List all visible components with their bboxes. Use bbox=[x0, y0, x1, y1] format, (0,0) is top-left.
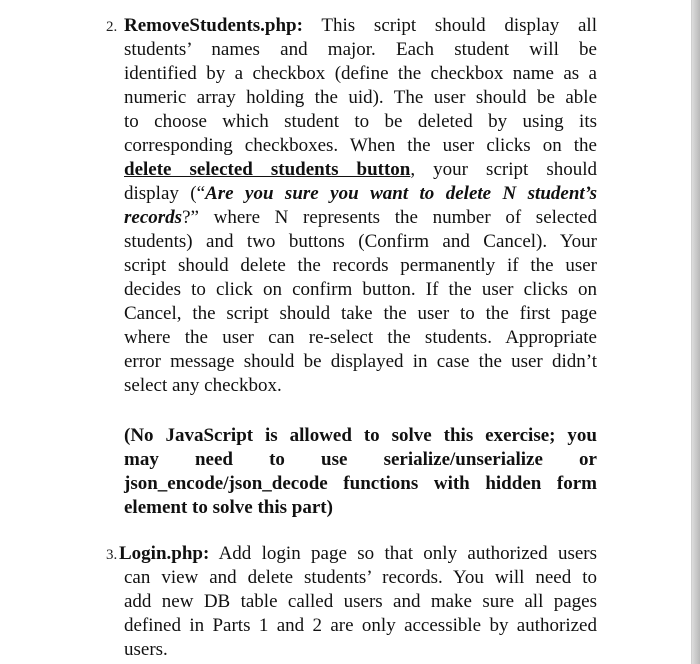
item-2-line-8-text: display (“ bbox=[124, 183, 206, 204]
note-word: need bbox=[194, 449, 233, 470]
item-2-line-1 bbox=[124, 14, 597, 38]
item-3-line-2: can view and delete students’ records. You will need to bbox=[124, 567, 597, 588]
item-2-line-11: script should delete the records permanently if the user bbox=[124, 255, 597, 276]
item-2-line-16: select any checkbox. bbox=[124, 375, 282, 396]
item-3-title: Login.php: bbox=[119, 543, 210, 564]
confirm-prompt-text-1: Are you sure you want to delete N student’s bbox=[205, 183, 597, 204]
note-word: may bbox=[124, 449, 159, 470]
note-line-2 bbox=[124, 448, 597, 472]
delete-selected-students-button-text: delete selected students button bbox=[124, 159, 411, 180]
item-2-line-8 bbox=[124, 182, 597, 206]
note-line-1: (No JavaScript is allowed to solve this exercise; you bbox=[124, 425, 597, 446]
item-3-line-5: users. bbox=[124, 639, 168, 660]
note-word: or bbox=[579, 449, 597, 470]
item-2-line-4: numeric array holding the uid). The user should be able bbox=[124, 87, 597, 108]
note-line-4: element to solve this part) bbox=[124, 497, 333, 518]
item-2-line-13: Cancel, the script should take the user to the first page bbox=[124, 303, 597, 324]
confirm-prompt-text-2: records bbox=[124, 207, 183, 228]
item-2-line-2: students’ names and major. Each student will be bbox=[124, 39, 597, 60]
note-word: serialize/unserialize bbox=[383, 449, 543, 470]
note-word: to bbox=[269, 449, 285, 470]
item-3-line-1 bbox=[119, 542, 597, 566]
item-2-line-7 bbox=[124, 158, 597, 182]
item-3-line-3: add new DB table called users and make sure all pages bbox=[124, 591, 597, 612]
item-2-title: RemoveStudents.php: bbox=[124, 15, 303, 36]
note-line-3: json_encode/json_decode functions with hidden form bbox=[124, 473, 597, 494]
item-2-line-9-text: ?” where N represents the number of selected bbox=[182, 207, 597, 228]
item-2-line-9 bbox=[124, 206, 597, 230]
item-2-line-6: corresponding checkboxes. When the user clicks on the bbox=[124, 135, 597, 156]
item-2-line-5: to choose which student to be deleted by using its bbox=[124, 111, 597, 132]
item-2-line-15: error message should be displayed in case the user didn’t bbox=[124, 351, 597, 372]
item-3-number: 3. bbox=[106, 547, 118, 563]
note-word: use bbox=[321, 449, 348, 470]
item-2-number: 2. bbox=[106, 19, 118, 35]
page-edge-shadow bbox=[692, 0, 700, 664]
item-2-line-1-text: This script should display all bbox=[302, 15, 597, 36]
item-3-line-1-text: Add login page so that only authorized users bbox=[209, 543, 597, 564]
item-3-line-4: defined in Parts 1 and 2 are only accessible by authorized bbox=[124, 615, 597, 636]
item-2-line-7-text: , your script should bbox=[410, 159, 598, 180]
item-2-line-10: students) and two buttons (Confirm and Cancel). Your bbox=[124, 231, 597, 252]
item-2-line-3: identified by a checkbox (define the checkbox name as a bbox=[124, 63, 597, 84]
item-2-line-14: where the user can re-select the students. Appropriate bbox=[124, 327, 597, 348]
item-2-line-12: decides to click on confirm button. If the user clicks on bbox=[124, 279, 597, 300]
